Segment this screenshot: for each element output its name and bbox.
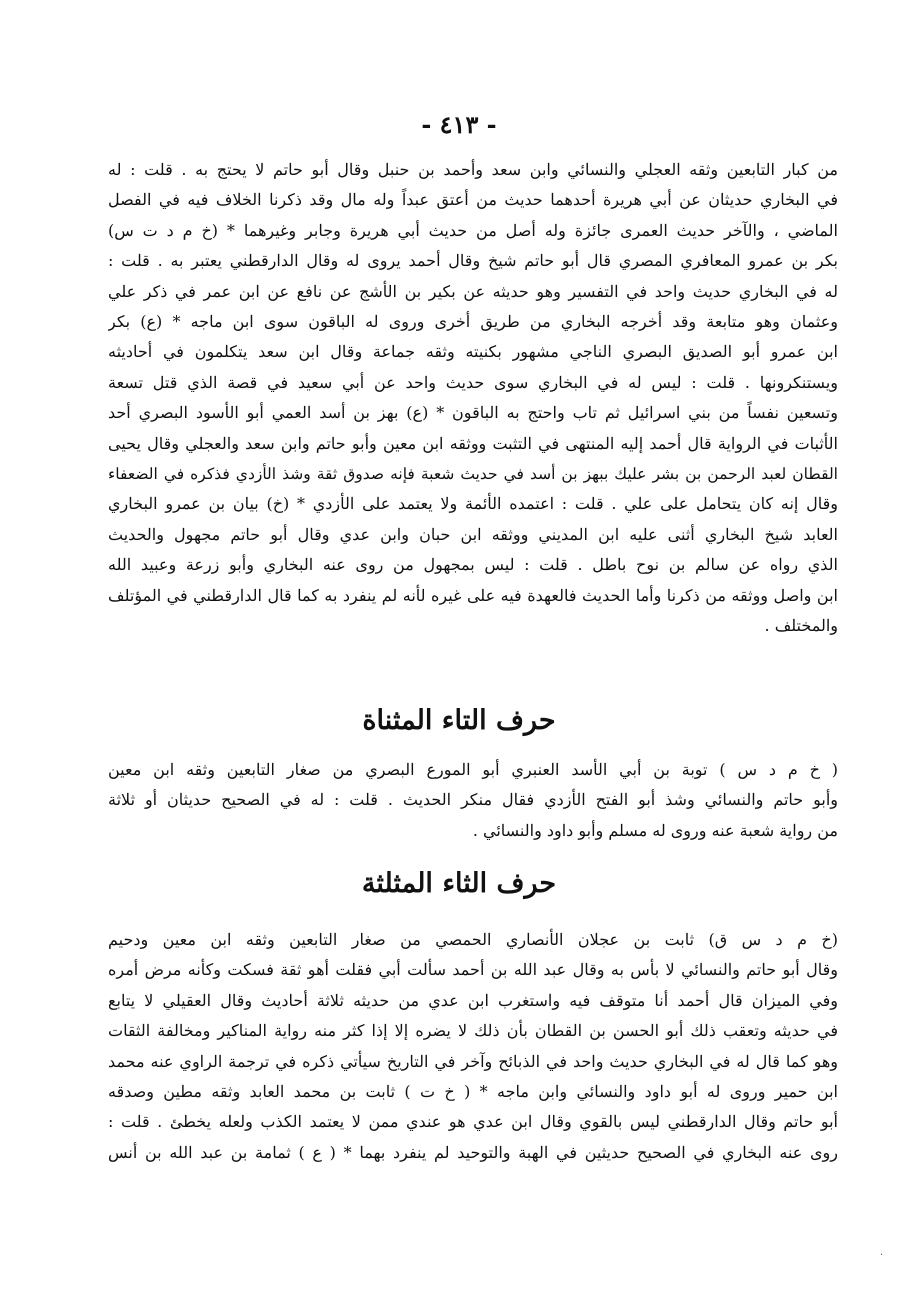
- text-line: روى عنه البخاري في الصحيح حديثين في الهبة والتوحيد لم ينفرد بهما * ( ع ) ثمامة بن عبد الله بن أنس: [108, 1142, 838, 1162]
- text-line: ابن حمير وروى له أبو داود والنسائي وابن ماجه * ( خ ت ) ثابت بن محمد العابد وثقه مطين وصدقه: [108, 1082, 838, 1102]
- text-line: ( خ م د س ) توبة بن أبي الأسد العنبري أبو المورع البصري من صغار التابعين وثقه ابن معين: [108, 760, 838, 779]
- text-line: وأبو حاتم والنسائي وشذ أبو الفتح الأزدي فقال منكر الحديث . قلت : له في الصحيح حديثان أو ثلاثة: [108, 790, 838, 810]
- text-line: ابن عمرو أبو الصديق البصري الناجي مشهور بكنيته وثقه جماعة وقال ابن سعد يتكلمون في أحاديثه: [108, 342, 838, 362]
- text-line: له في البخاري حديث واحد في التفسير وهو حديثه عن بكير بن الأشج عن نافع عن ابن عمر في ذكر علي: [108, 281, 838, 301]
- text-line: وقال أبو حاتم والنسائي لا بأس به وقال عبد الله بن أحمد سألت أبي فقلت أهو ثقة فسكت وكأنه مرض أمره: [108, 960, 838, 980]
- text-line: العابد شيخ البخاري أثنى عليه ابن المديني ووثقه ابن حبان وابن عدي وقال أبو حاتم مجهول والحديث: [108, 524, 838, 544]
- text-line: الذي رواه عن سالم بن نوح باطل . قلت : ليس بمجهول من روى عنه البخاري وأبو زرعة وعبيد الله: [108, 555, 838, 575]
- page-number: - ٤١٣ -: [421, 110, 497, 139]
- text-line: (خ م د س ق) ثابت بن عجلان الأنصاري الحمصي من صغار التابعين وثقه ابن معين ودحيم: [108, 930, 838, 949]
- text-line: القطان لعبد الرحمن بن بشر عليك ببهز بن أسد في حديث شعبة فإنه صدوق ثقة وشذ الأزدي فذكره في الضعفاء: [108, 465, 838, 484]
- text-line: أبو حاتم وقال الدارقطني ليس بالقوي وقال ابن عدي هو عندي ممن لا يعتمد الكذب ولعله يخطئ . قلت :: [108, 1112, 838, 1132]
- text-line: وعثمان وهو متابعة وقد أخرجه البخاري من طريق أخرى وروى له الباقون سوى ابن ماجه * (ع) بكر: [108, 312, 838, 332]
- text-line: بكر بن عمرو المعافري المصري قال أبو حاتم شيخ وقال أحمد يروى له وقال الدارقطني يعتبر به . قلت :: [108, 251, 838, 271]
- text-line: والمختلف .: [764, 616, 838, 636]
- text-line: وتسعين نفساً من بني اسرائيل ثم تاب واحتج به الباقون * (ع) بهز بن أسد العمي أبو الأسود البصري أحد: [108, 403, 838, 423]
- biography-section-tha: [108, 925, 838, 1168]
- text-line: الأثبات في الرواية قال أحمد إليه المنتهى في التثبت ووثقه ابن معين وأبو حاتم وابن سعد والعجلي وقال يحيى: [108, 433, 838, 453]
- text-line: ابن واصل ووثقه من ذكرنا وأما الحديث فالعهدة فيه على غيره لأنه لم ينفرد به كما قال الدارقطني في المؤتلف: [108, 585, 838, 605]
- text-line: في حديثه وتعقب ذلك أبو الحسن بن القطان بأن ذلك لا يضره إلا إذا كثر منه رواية المناكير ومخالفة الثقات: [108, 1021, 838, 1041]
- text-line: من كبار التابعين وثقه العجلي والنسائي وابن سعد وأحمد بن حنبل وقال أبو حاتم لا يحتج به . قلت : له: [108, 160, 838, 179]
- section-heading-tha: حرف الثاء المثلثة: [361, 868, 557, 899]
- scan-speck-decoration: ·: [880, 1250, 884, 1261]
- section-heading-ta: حرف التاء المثناة: [362, 705, 556, 736]
- text-line: وقال إنه كان يتحامل على علي . قلت : اعتمده الأئمة ولا يعتمد على الأزدي * (خ) بيان بن عمرو البخاري: [108, 494, 838, 514]
- text-line: في البخاري حديثان عن أبي هريرة أحدهما حديث من أعتق عبداً وله مال وقد ذكرنا الخلاف فيه في الفصل: [108, 190, 838, 210]
- biography-section-ba: [108, 155, 838, 642]
- text-line: وفي الميزان قال أحمد أنا متوقف فيه واستغرب ابن عدي من حديثه ثلاثة أحاديث وقال العقيلي لا يتابع: [108, 990, 838, 1010]
- text-line: من رواية شعبة عنه وروى له مسلم وأبو داود والنسائي .: [472, 820, 838, 840]
- text-line: ويستنكرونها . قلت : ليس له في البخاري سوى حديث واحد عن أبي سعيد في قصة الذي قتل تسعة: [108, 372, 838, 392]
- biography-section-ta: [108, 755, 838, 846]
- text-line: الماضي ، والآخر حديث العمرى جائزة وله أصل من حديث أبي هريرة وجابر وغيرهما * (خ م د ت س): [108, 220, 838, 240]
- text-line: وهو كما قال له في البخاري حديث واحد في الذبائح وآخر في التاريخ سيأتي ذكره في ترجمة الراوي عنه محمد: [108, 1051, 838, 1071]
